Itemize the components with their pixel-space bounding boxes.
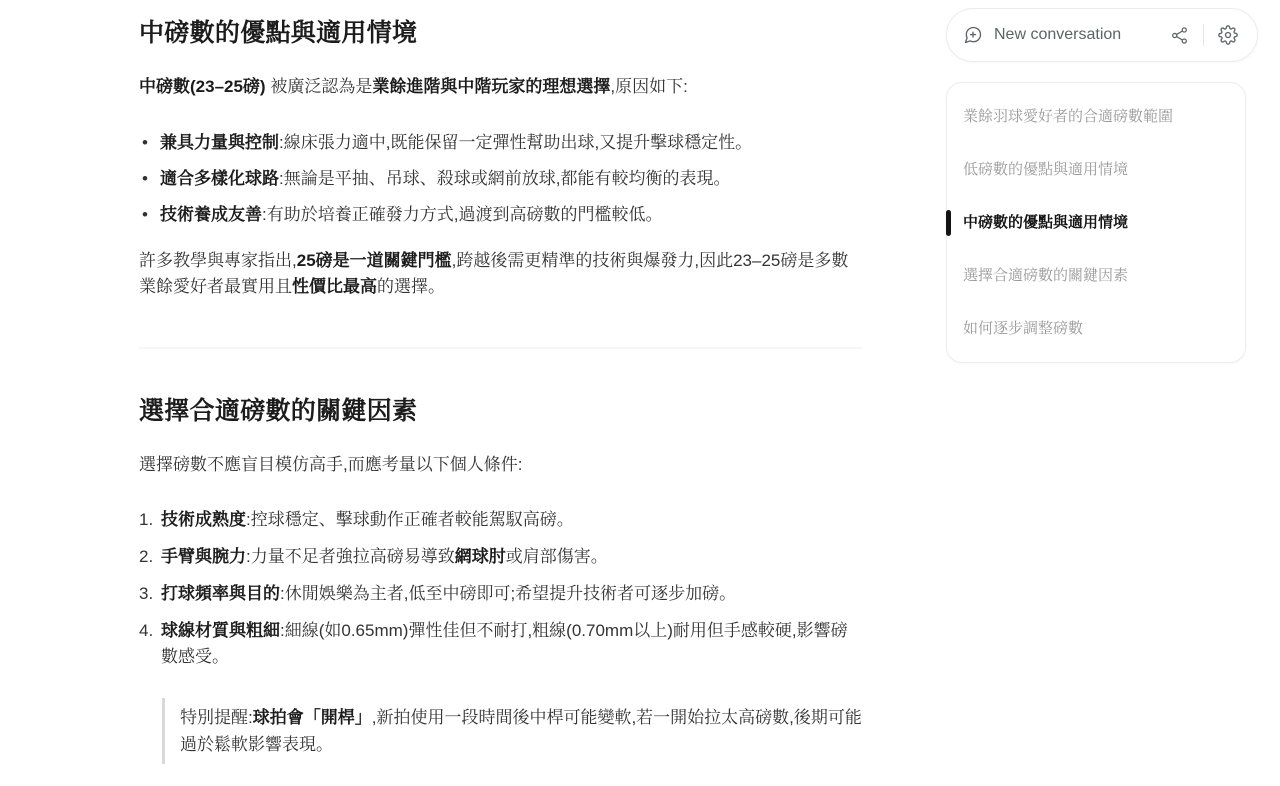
toc-item-label: 業餘羽球愛好者的合適磅數範圍 (963, 108, 1174, 125)
list-item-text: 手臂與腕力:力量不足者強拉高磅易導致網球肘或肩部傷害。 (161, 547, 608, 566)
intro-paragraph: 中磅數(23–25磅) 被廣泛認為是業餘進階與中階玩家的理想選擇,原因如下: (139, 77, 688, 96)
section-divider (139, 347, 862, 349)
list-item-text: 打球頻率與目的:休閒娛樂為主者,低至中磅即可;希望提升技術者可逐步加磅。 (161, 584, 737, 603)
table-of-contents (946, 82, 1246, 363)
factors-list (139, 507, 862, 670)
toolbar-divider (1203, 24, 1204, 46)
list-item-text: 球線材質與粗細:細線(如0.65mm)彈性佳但不耐打,粗線(0.70mm以上)耐用但手感較硬,影響磅數感受。 (161, 621, 848, 666)
note-callout (162, 698, 862, 764)
summary-paragraph: 許多教學與專家指出,25磅是一道關鍵門檻,跨越後需更精準的技術與爆發力,因此23–25磅是多數業餘愛好者最實用且性價比最高的選擇。 (139, 251, 849, 296)
toc-item-key-factors[interactable] (947, 249, 1245, 302)
new-conversation-icon (963, 25, 983, 45)
toc-item-adjust-tension[interactable] (947, 302, 1245, 355)
toc-item-label: 選擇合適磅數的關鍵因素 (963, 267, 1129, 284)
toc-item-label: 如何逐步調整磅數 (963, 320, 1084, 337)
list-number: 2. (139, 547, 154, 566)
list-number: 4. (139, 621, 154, 640)
share-button[interactable] (1167, 23, 1192, 48)
new-conversation-label: New conversation (994, 26, 1122, 43)
gear-icon (1218, 25, 1238, 45)
share-icon (1170, 26, 1189, 45)
list-item-text: 技術成熟度:控球穩定、擊球動作正確者較能駕馭高磅。 (161, 510, 574, 529)
active-section-indicator (946, 210, 951, 236)
section-heading: 中磅數的優點與適用情境 (139, 19, 418, 47)
section-key-factors (139, 394, 862, 764)
toc-item-suitable-tension-range[interactable] (947, 90, 1245, 143)
benefits-list (139, 130, 862, 228)
list-item: • 兼具力量與控制:線床張力適中,既能保留一定彈性幫助出球,又提升擊球穩定性。 (139, 130, 862, 156)
note-text: 特別提醒:球拍會「開桿」,新拍使用一段時間後中桿可能變軟,若一開始拉太高磅數,後期可能過於鬆軟影響表現。 (180, 708, 862, 754)
new-conversation-button[interactable] (963, 25, 1167, 45)
toc-item-mid-tension[interactable] (947, 196, 1245, 249)
intro-paragraph: 選擇磅數不應盲目模仿高手,而應考量以下個人條件: (139, 455, 523, 474)
list-item (139, 507, 862, 533)
list-number: 3. (139, 584, 154, 603)
list-number: 1. (139, 510, 154, 529)
toc-item-low-tension[interactable] (947, 143, 1245, 196)
list-item (139, 581, 862, 607)
toc-item-label: 中磅數的優點與適用情境 (963, 214, 1129, 231)
section-mid-tension (139, 16, 862, 300)
list-item: • 適合多樣化球路:無論是平抽、吊球、殺球或網前放球,都能有較均衡的表現。 (139, 166, 862, 192)
list-item (139, 618, 862, 670)
toc-item-label: 低磅數的優點與適用情境 (963, 161, 1129, 178)
settings-button[interactable] (1215, 22, 1241, 48)
section-heading: 選擇合適磅數的關鍵因素 (139, 397, 418, 425)
sidebar (946, 8, 1258, 363)
list-item (139, 544, 862, 570)
conversation-toolbar (946, 8, 1258, 62)
list-item: • 技術養成友善:有助於培養正確發力方式,過渡到高磅數的門檻較低。 (139, 202, 862, 228)
article (139, 16, 862, 764)
